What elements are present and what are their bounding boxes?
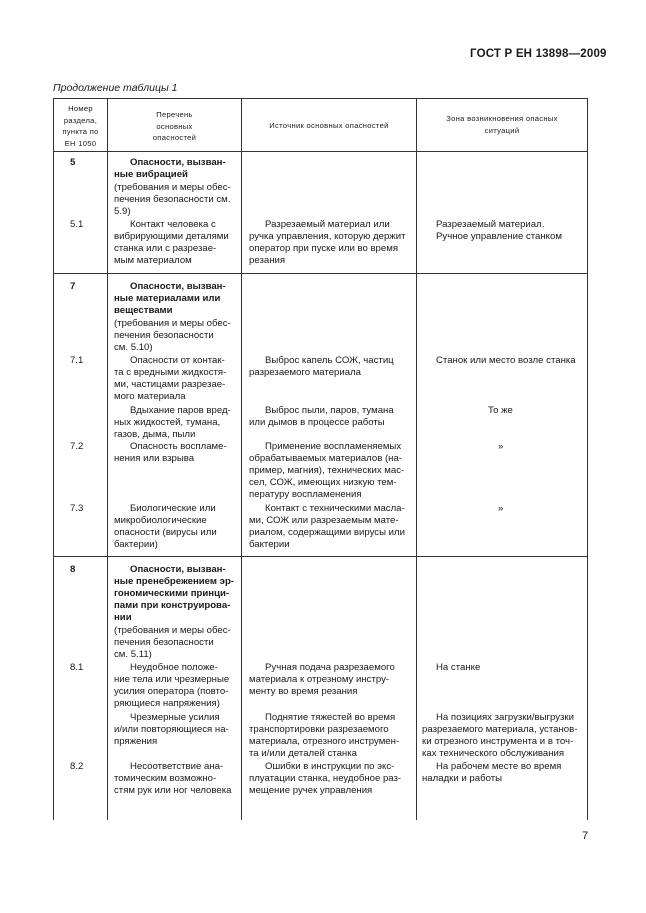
row-number: 8.2 — [70, 761, 84, 772]
column-header-zone: Зона возникновения опасных ситуаций — [446, 114, 558, 135]
row-number: 7.2 — [70, 441, 84, 452]
column-header-hazards: Перечень основных опасностей — [152, 110, 197, 142]
table-right-border — [587, 98, 588, 820]
zone-cell: То же — [488, 405, 513, 416]
column-header-section-number: Номер раздела, пункта по ЕН 1050 — [62, 104, 99, 148]
table-continuation-caption: Продолжение таблицы 1 — [53, 82, 178, 94]
column-divider — [107, 98, 108, 820]
section-number: 8 — [70, 564, 76, 575]
column-header-source: Источник основных опасностей — [269, 121, 389, 130]
table-top-border — [53, 98, 588, 99]
table-left-border — [53, 98, 54, 820]
column-divider — [416, 98, 417, 820]
row-number: 7.3 — [70, 503, 84, 514]
column-divider — [241, 98, 242, 820]
zone-cell: » — [498, 441, 504, 452]
header-bottom-border — [53, 151, 588, 152]
row-number: 5.1 — [70, 219, 84, 230]
row-number: 8.1 — [70, 662, 84, 673]
section-number: 5 — [70, 157, 76, 168]
row-number: 7.1 — [70, 355, 84, 366]
section-divider — [53, 273, 588, 274]
section-number: 7 — [70, 281, 76, 292]
page-number: 7 — [582, 830, 589, 842]
zone-cell: » — [498, 503, 504, 514]
section-divider — [53, 556, 588, 557]
standard-number: ГОСТ Р ЕН 13898—2009 — [470, 48, 607, 60]
